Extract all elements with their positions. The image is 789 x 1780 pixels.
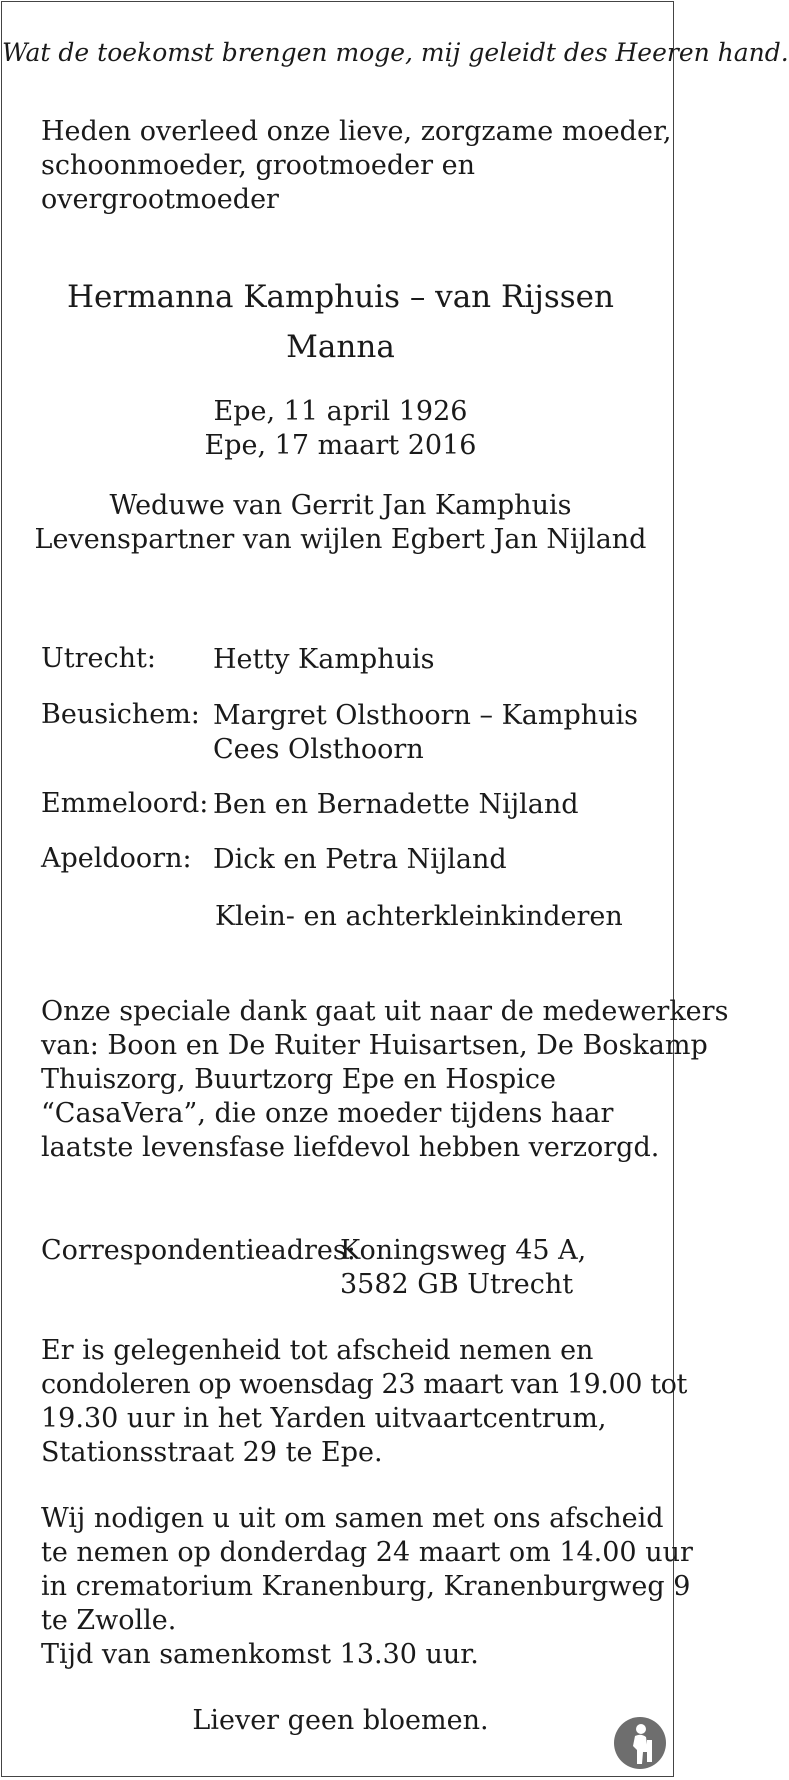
correspondence-street: Koningsweg 45 A,	[340, 1235, 587, 1266]
relation-partner: Levenspartner van wijlen Egbert Jan Nijland	[34, 524, 647, 555]
thanks-line-3: Thuiszorg, Buurtzorg Epe en Hospice	[41, 1064, 556, 1095]
death-date: Epe, 17 maart 2016	[204, 430, 477, 461]
family-place-emmeloord: Emmeloord:	[41, 788, 209, 819]
family-names-emmeloord: Ben en Bernadette Nijland	[213, 789, 579, 820]
deceased-nickname: Manna	[286, 329, 395, 365]
intro-line-3: overgrootmoeder	[41, 184, 279, 215]
condolence-line-2: condoleren op woensdag 23 maart van 19.00 tot	[41, 1369, 687, 1400]
family-place-apeldoorn: Apeldoorn:	[41, 843, 192, 874]
correspondence-city: 3582 GB Utrecht	[340, 1269, 574, 1300]
condolence-line-4: Stationsstraat 29 te Epe.	[41, 1437, 383, 1468]
family-names-apeldoorn: Dick en Petra Nijland	[213, 844, 507, 875]
thanks-line-5: laatste levensfase liefdevol hebben verzorgd.	[41, 1132, 660, 1163]
farewell-line-3: in crematorium Kranenburg, Kranenburgweg 9	[41, 1571, 691, 1602]
obituary-card	[1, 1, 789, 1777]
memorial-figure-icon	[613, 1716, 667, 1770]
family-names-utrecht: Hetty Kamphuis	[213, 644, 435, 675]
intro-line-1: Heden overleed onze lieve, zorgzame moeder,	[41, 116, 672, 147]
thanks-line-4: “CasaVera”, die onze moeder tijdens haar	[41, 1098, 614, 1129]
thanks-line-2: van: Boon en De Ruiter Huisartsen, De Boskamp	[41, 1030, 708, 1061]
correspondence-label: Correspondentieadres:	[41, 1235, 356, 1266]
verse-quote: Wat de toekomst brengen moge, mij geleidt des Heeren hand.	[2, 38, 789, 67]
intro-line-2: schoonmoeder, grootmoeder en	[41, 150, 475, 181]
family-place-beusichem: Beusichem:	[41, 699, 200, 730]
family-names-beusichem-1: Margret Olsthoorn – Kamphuis	[213, 700, 639, 731]
family-place-utrecht: Utrecht:	[41, 643, 156, 674]
grandchildren-line: Klein- en achterkleinkinderen	[215, 901, 623, 932]
condolence-line-1: Er is gelegenheid tot afscheid nemen en	[41, 1335, 594, 1366]
deceased-full-name: Hermanna Kamphuis – van Rijssen	[67, 279, 614, 315]
birth-date: Epe, 11 april 1926	[213, 396, 468, 427]
closing-note: Liever geen bloemen.	[192, 1705, 489, 1736]
relation-widow: Weduwe van Gerrit Jan Kamphuis	[109, 490, 572, 521]
farewell-line-2: te nemen op donderdag 24 maart om 14.00 uur	[41, 1537, 693, 1568]
farewell-line-4: te Zwolle.	[41, 1605, 177, 1636]
farewell-line-5: Tijd van samenkomst 13.30 uur.	[41, 1639, 479, 1670]
family-names-beusichem-2: Cees Olsthoorn	[213, 734, 424, 765]
thanks-line-1: Onze speciale dank gaat uit naar de medewerkers	[41, 996, 729, 1027]
farewell-line-1: Wij nodigen u uit om samen met ons afscheid	[41, 1503, 664, 1534]
condolence-line-3: 19.30 uur in het Yarden uitvaartcentrum,	[41, 1403, 607, 1434]
